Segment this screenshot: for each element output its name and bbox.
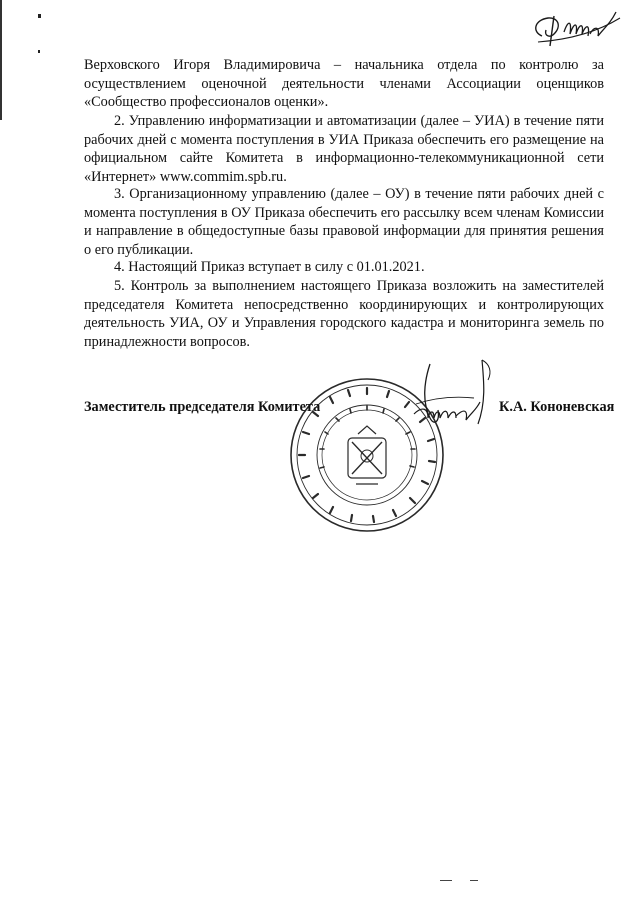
signatory-title: Заместитель председателя Комитета bbox=[84, 399, 321, 415]
margin-dot bbox=[38, 50, 40, 53]
signatory-name: К.А. Кононевская bbox=[499, 399, 615, 415]
scan-mark bbox=[470, 880, 478, 881]
margin-dot bbox=[38, 14, 41, 18]
paragraph-5: 5. Контроль за выполнением настоящего Приказа возложить на заместителей председателя Комитета непосредственно координирующих и контролирующих деятельность УИА, ОУ и Управления городского кадастра и мониторинга земель по принадлежности вопросов. bbox=[84, 278, 604, 350]
paragraph-2: 2. Управлению информатизации и автоматизации (далее – УИА) в течение пяти рабочих дней с момента поступления в УИА Приказа обеспечить его размещение на официальном сайте Комитета в информационно-телекоммуникационной сети «Интернет» www.commim.spb.ru. bbox=[84, 113, 604, 185]
paragraph-4: 4. Настоящий Приказ вступает в силу с 01.01.2021. bbox=[114, 259, 425, 275]
handwritten-signature-icon bbox=[394, 352, 504, 442]
scan-edge-line bbox=[0, 0, 2, 120]
paragraph-1: Верховского Игоря Владимировича – начальника отдела по контролю за осуществлением оценочной деятельности членами Ассоциации оценщиков «Сообщество профессионалов оценки». bbox=[84, 57, 604, 111]
paragraph-3: 3. Организационному управлению (далее – ОУ) в течение пяти рабочих дней с момента поступления в ОУ Приказа обеспечить его рассылку всем членам Комиссии и направление в общедоступные базы правовой информации для принятия решения о его публикации. bbox=[84, 186, 604, 258]
scan-mark bbox=[440, 880, 452, 881]
signature-initials-icon bbox=[524, 6, 624, 50]
